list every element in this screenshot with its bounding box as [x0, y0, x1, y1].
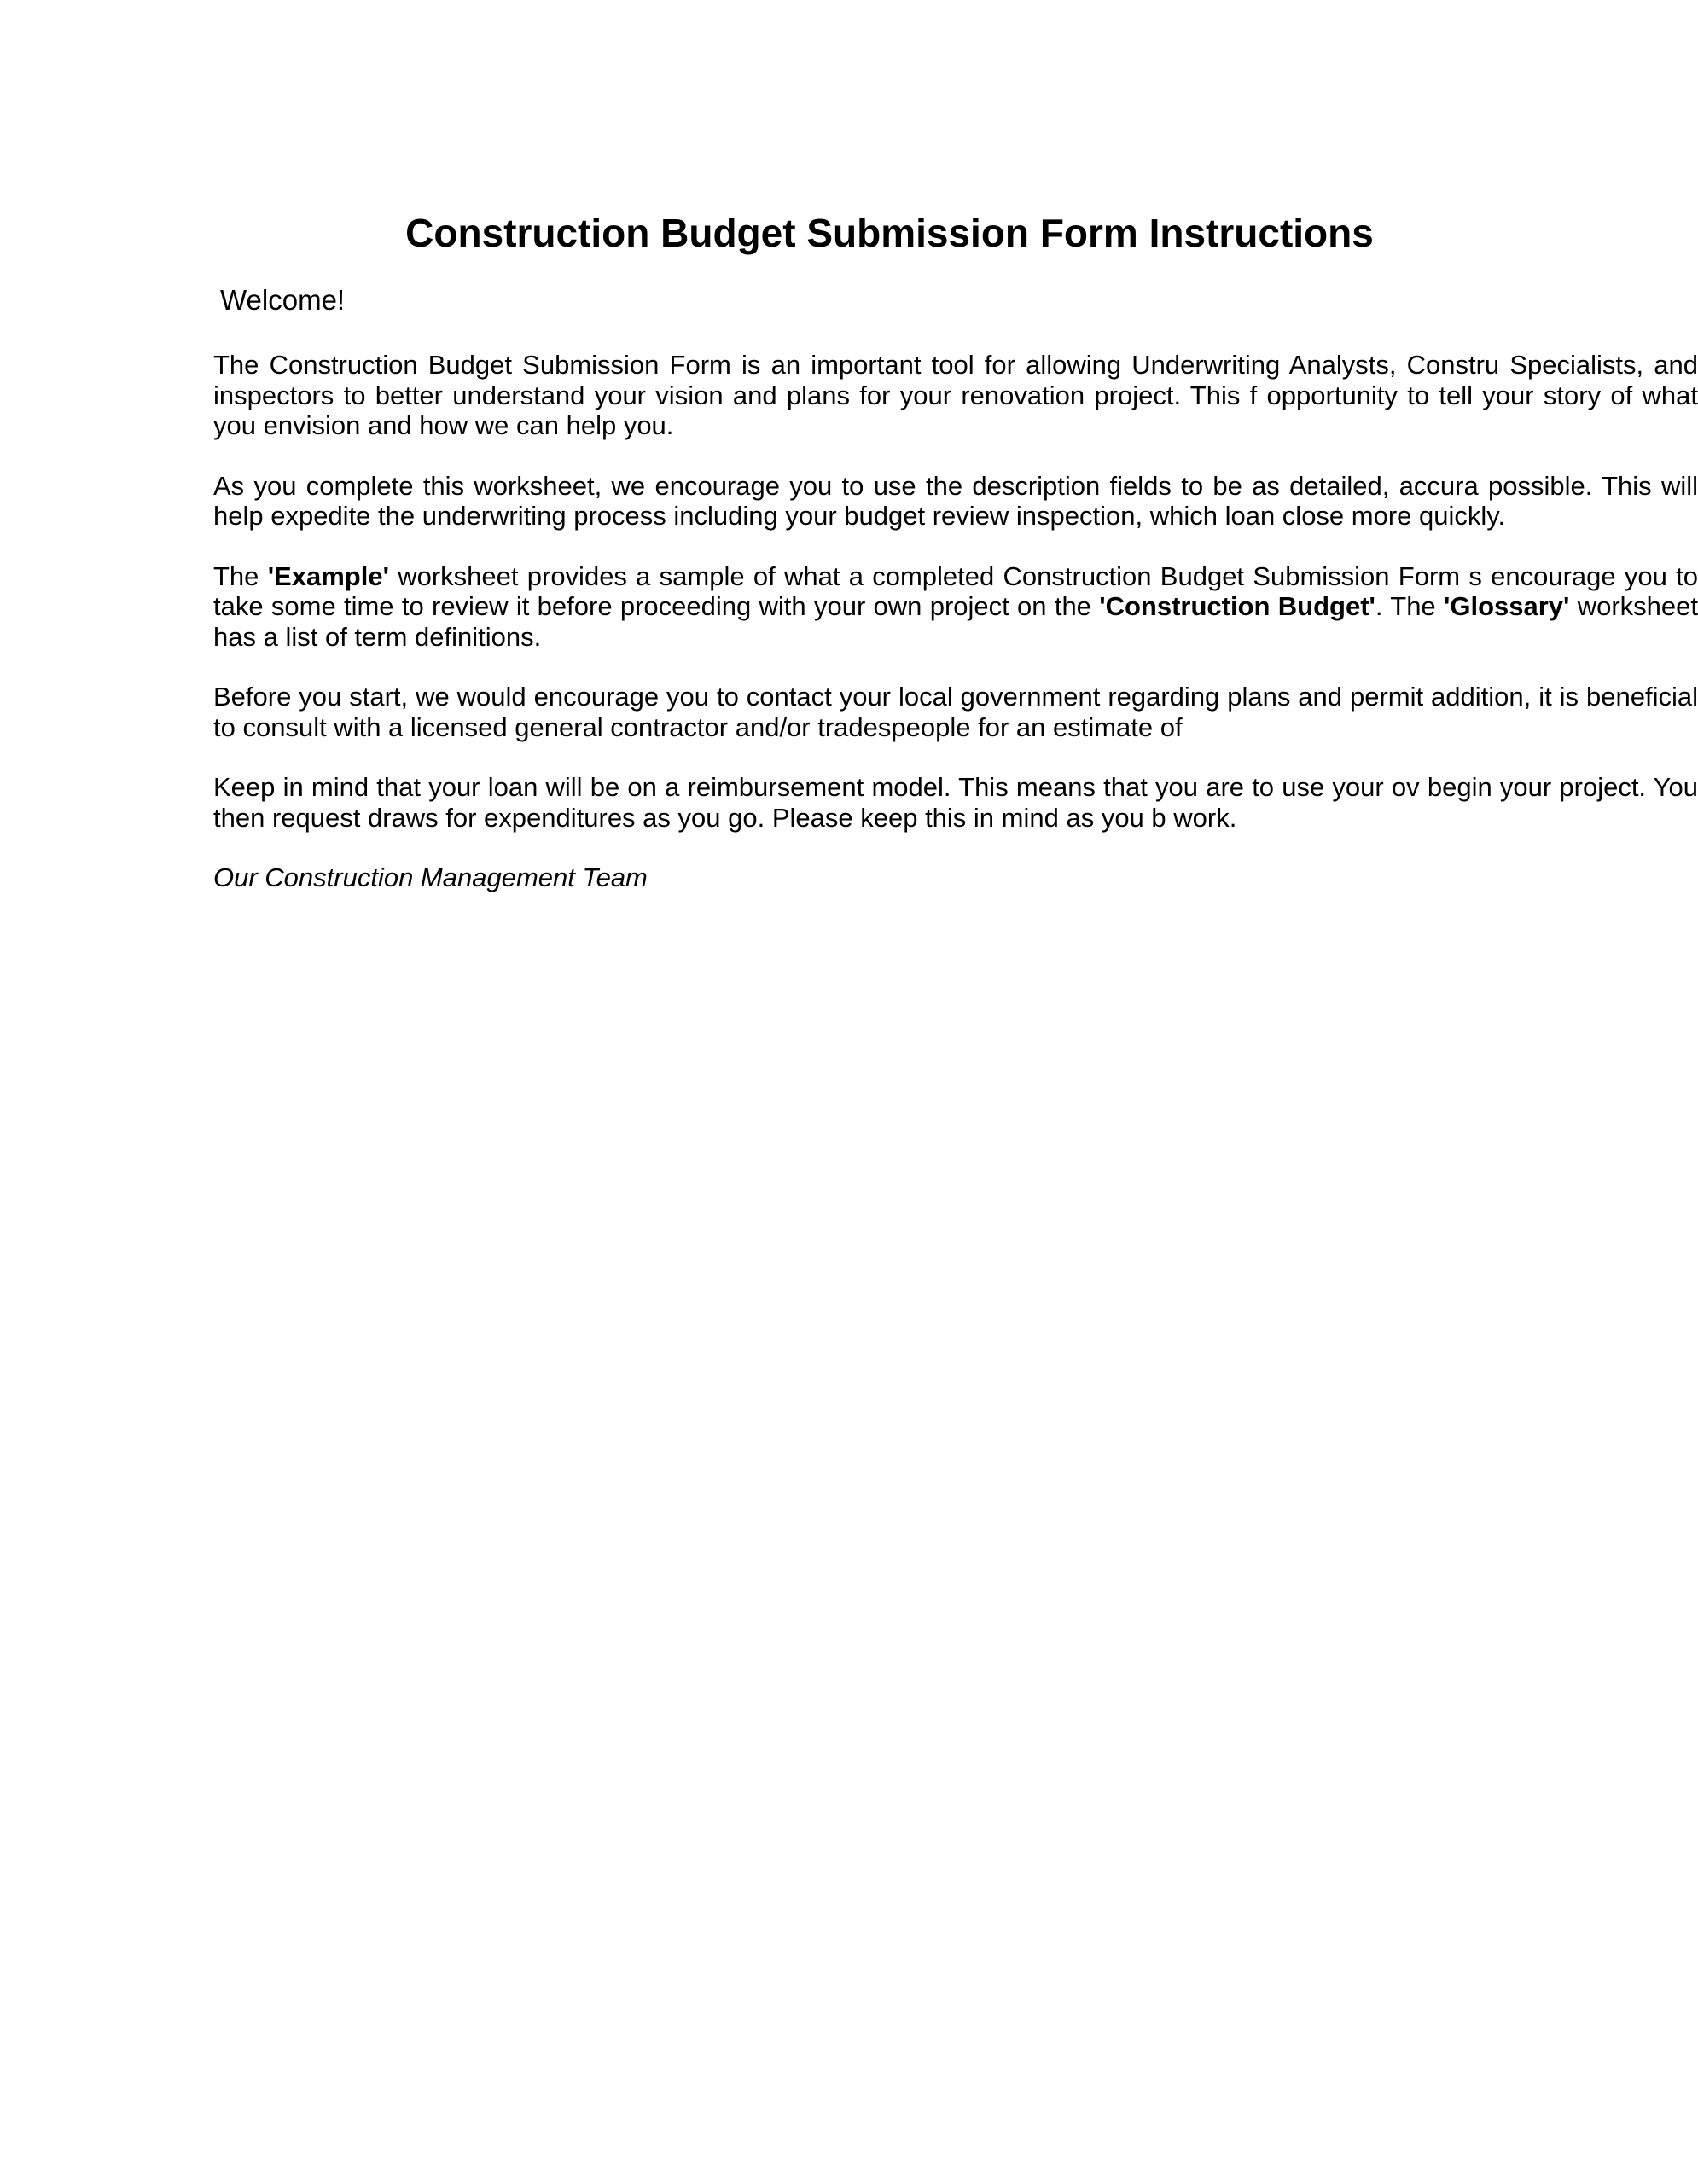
signature: Our Construction Management Team: [213, 863, 648, 892]
glossary-worksheet-ref: 'Glossary': [1443, 591, 1570, 621]
instructions-body: [213, 282, 1698, 964]
page-title: Construction Budget Submission Form Instructions: [405, 211, 1374, 255]
worksheets-text-3: . The: [1375, 591, 1444, 621]
permits-paragraph: Before you start, we would encourage you to contact your local government regarding plans and permit addition, it is beneficial to consult with a licensed general contractor and/or tradespeople for an estimate of: [213, 682, 1698, 742]
worksheets-text-2: worksheet provides a sample of what a completed Construction Budget Submission Form s encourage you to take some time to review it before proceeding with your own project on the: [213, 561, 1698, 621]
construction-budget-worksheet-ref: 'Construction Budget': [1099, 591, 1375, 621]
worksheets-paragraph: [213, 561, 1698, 653]
welcome-text: Welcome!: [220, 284, 346, 316]
worksheets-text-4: worksheet has a list of term definitions.: [213, 591, 1698, 652]
reimbursement-paragraph: Keep in mind that your loan will be on a reimbursement model. This means that you are to use your ov begin your project. You then request draws for expenditures as you go. Please keep this in mind as you b work.: [213, 772, 1698, 833]
example-worksheet-ref: 'Example': [267, 561, 389, 591]
worksheets-text-1: The: [213, 561, 268, 591]
description-paragraph: As you complete this worksheet, we encourage you to use the description fields to be as detailed, accura possible. This will help expedite the underwriting process including your budget review inspection, which loan close more quickly.: [213, 470, 1698, 531]
intro-paragraph: The Construction Budget Submission Form is an important tool for allowing Underwriting Analysts, Constru Specialists, and inspectors to better understand your vision and plans for your renovation project. This f opportunity to tell your story of what you envision and how we can help you.: [213, 350, 1698, 440]
